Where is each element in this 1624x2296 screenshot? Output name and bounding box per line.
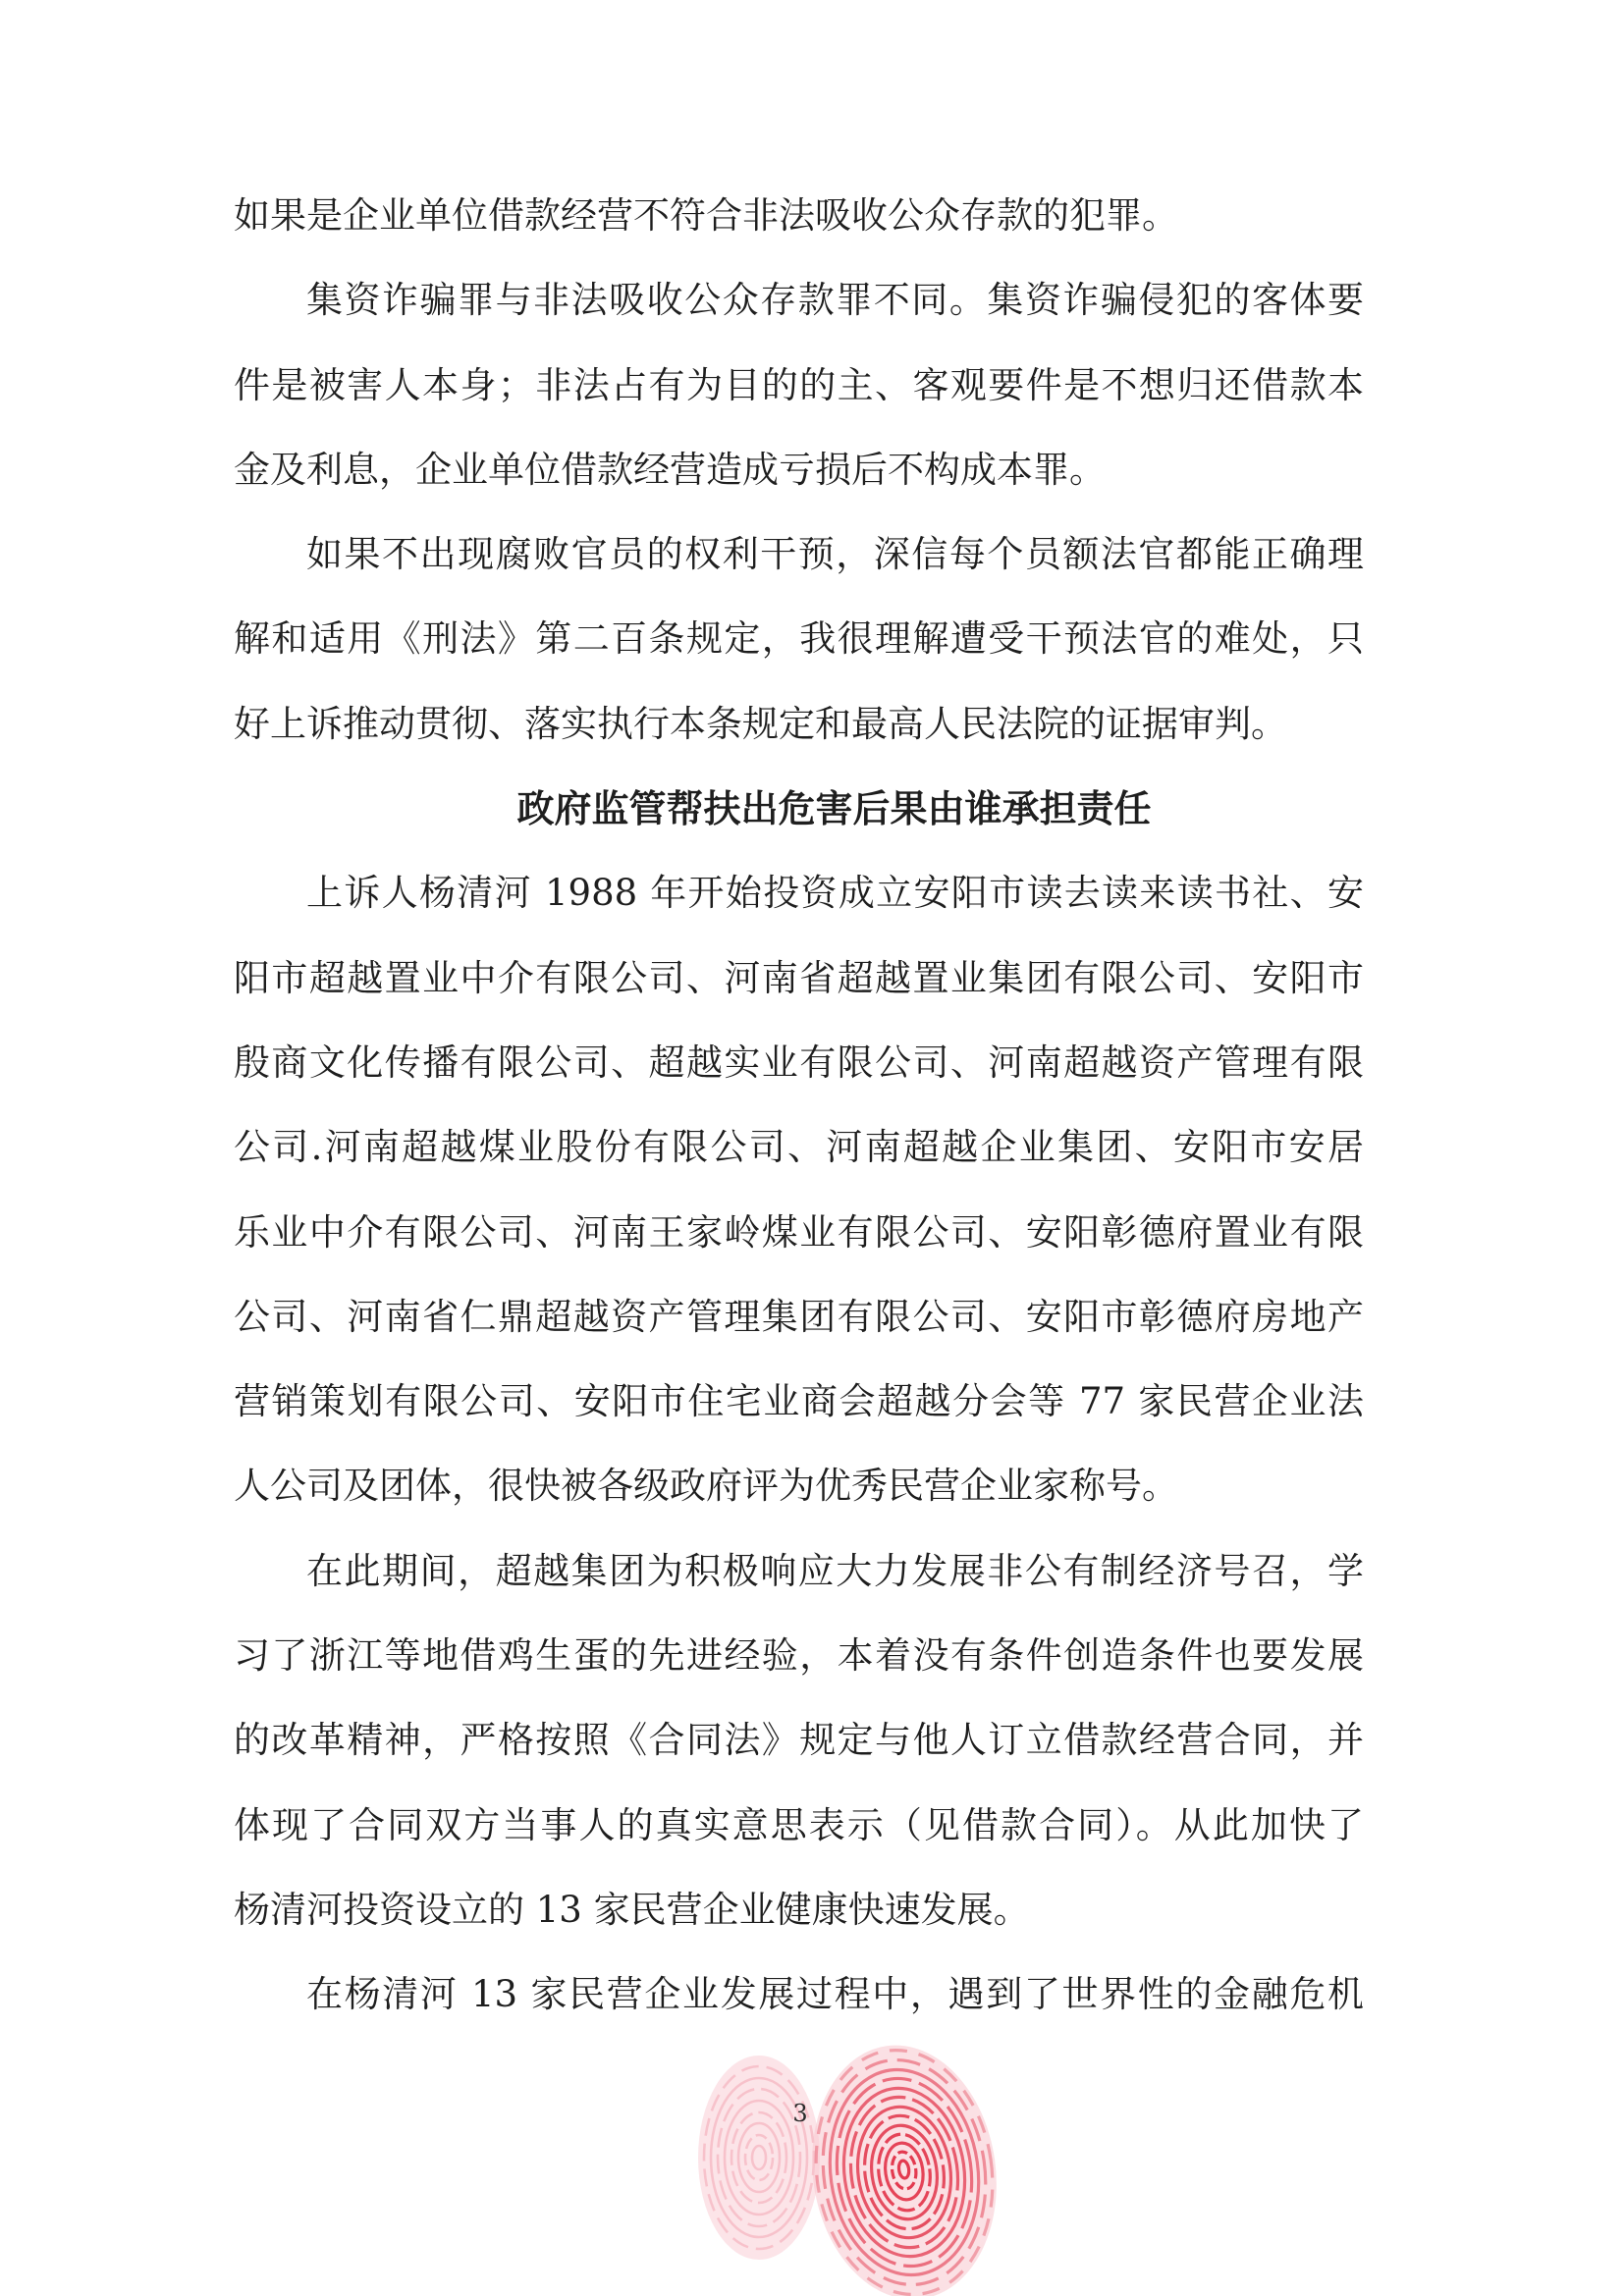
paragraph-line: 金及利息，企业单位借款经营造成亏损后不构成本罪。 — [234, 448, 1106, 491]
page-number: 3 — [792, 2100, 808, 2127]
paragraph-line: 习了浙江等地借鸡生蛋的先进经验，本着没有条件创造条件也要发展 — [234, 1634, 1364, 1678]
paragraph-line: 阳市超越置业中介有限公司、河南省超越置业集团有限公司、安阳市 — [234, 956, 1364, 999]
paragraph-line: 在杨清河 13 家民营企业发展过程中，遇到了世界性的金融危机 — [306, 1973, 1364, 2016]
section-heading: 政府监管帮扶出危害后果由谁承担责任 — [516, 786, 1152, 831]
fingerprint-faded-impression — [698, 2056, 820, 2260]
paragraph-line: 在此期间，超越集团为积极响应大力发展非公有制经济号召，学 — [306, 1549, 1364, 1592]
paragraph-line: 上诉人杨清河 1988 年开始投资成立安阳市读去读来读书社、安 — [306, 872, 1364, 915]
paragraph-line: 解和适用《刑法》第二百条规定，我很理解遭受干预法官的难处，只 — [234, 617, 1364, 661]
paragraph-line: 如果是企业单位借款经营不符合非法吸收公众存款的犯罪。 — [234, 194, 1178, 237]
paragraph-line: 杨清河投资设立的 13 家民营企业健康快速发展。 — [234, 1888, 1030, 1931]
paragraph-line: 好上诉推动贯彻、落实执行本条规定和最高人民法院的证据审判。 — [234, 702, 1287, 745]
fingerprint — [668, 2022, 1021, 2296]
paragraph-line: 的改革精神，严格按照《合同法》规定与他人订立借款经营合同，并 — [234, 1719, 1364, 1762]
paragraph-line: 件是被害人本身；非法占有为目的的主、客观要件是不想归还借款本 — [234, 363, 1364, 406]
paragraph-line: 如果不出现腐败官员的权利干预，深信每个员额法官都能正确理 — [306, 533, 1364, 576]
paragraph-line: 乐业中介有限公司、河南王家岭煤业有限公司、安阳彰德府置业有限 — [234, 1210, 1364, 1254]
paragraph-line: 殷商文化传播有限公司、超越实业有限公司、河南超越资产管理有限 — [234, 1041, 1364, 1084]
paragraph-line: 人公司及团体，很快被各级政府评为优秀民营企业家称号。 — [234, 1465, 1178, 1508]
paragraph-line: 营销策划有限公司、安阳市住宅业商会超越分会等 77 家民营企业法 — [234, 1380, 1364, 1423]
paragraph-line: 公司.河南超越煤业股份有限公司、河南超越企业集团、安阳市安居 — [234, 1126, 1364, 1169]
fingerprint-ridges — [796, 2033, 1012, 2296]
paragraph-line: 体现了合同双方当事人的真实意思表示（见借款合同）。从此加快了 — [234, 1803, 1364, 1846]
paragraph-line: 公司、河南省仁鼎超越资产管理集团有限公司、安阳市彰德府房地产 — [234, 1295, 1364, 1338]
paragraph-line: 集资诈骗罪与非法吸收公众存款罪不同。集资诈骗侵犯的客体要 — [306, 279, 1364, 322]
document-body — [234, 174, 1364, 2038]
